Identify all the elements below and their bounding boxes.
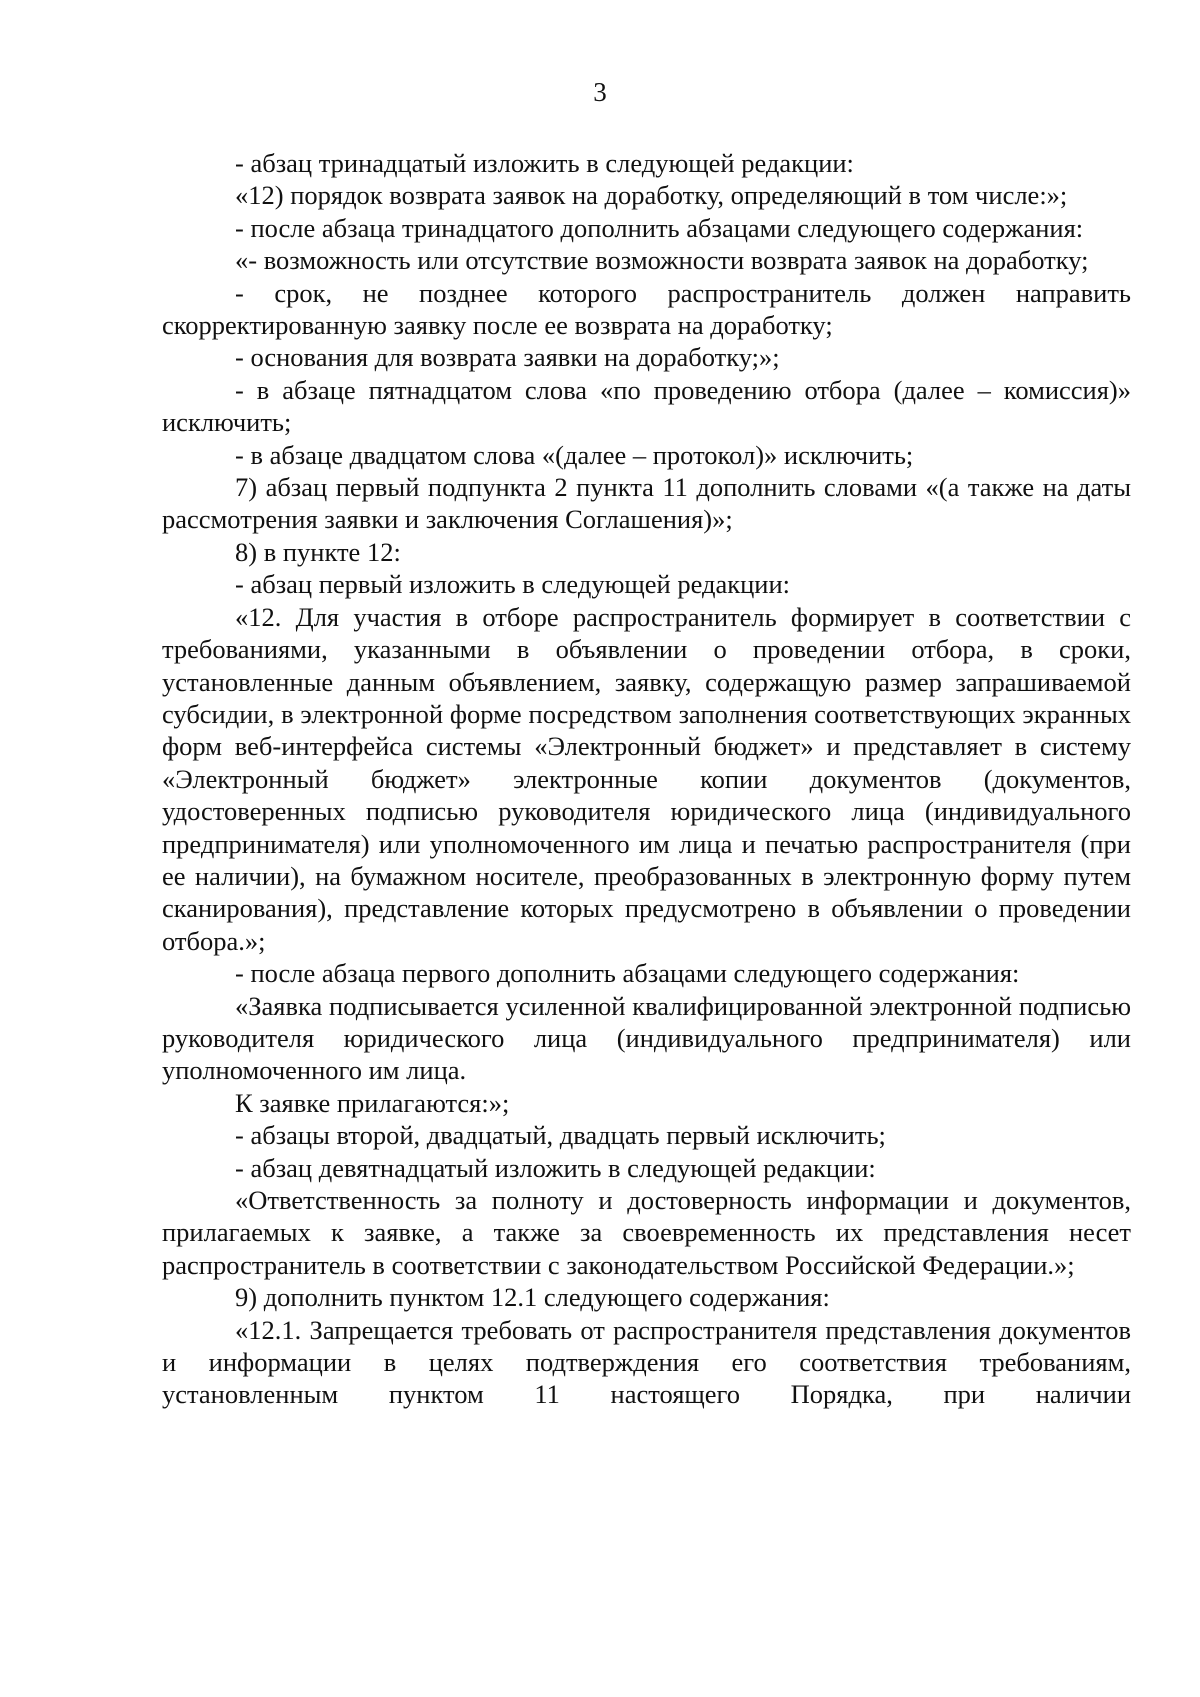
paragraph: - абзац тринадцатый изложить в следующей редакции:: [235, 148, 854, 178]
paragraph: - абзац первый изложить в следующей редакции:: [235, 569, 791, 600]
paragraph: - после абзаца тринадцатого дополнить абзацами следующего содержания:: [235, 212, 1084, 243]
paragraph: - основания для возврата заявки на доработку;»;: [235, 342, 780, 373]
paragraph: - в абзаце двадцатом слова «(далее – протокол)» исключить;: [235, 439, 914, 470]
paragraph: - после абзаца первого дополнить абзацами следующего содержания:: [235, 958, 1020, 989]
page-number: 3: [593, 77, 607, 107]
paragraph: «Ответственность за полноту и достоверность информации и документов, прилагаемых к заявке, а также за своевременность их представления несет распространитель в соответствии с законодательством Российской Федерации.»;: [162, 1185, 1131, 1280]
paragraph: «12.1. Запрещается требовать от распространителя представления документов и информации в целях подтверждения его соответствия требованиям, установленным пунктом 11 настоящего Порядка, при наличии: [162, 1314, 1131, 1410]
paragraph: - абзац девятнадцатый изложить в следующей редакции:: [235, 1152, 876, 1183]
paragraph: «Заявка подписывается усиленной квалифицированной электронной подписью руководителя юридического лица (индивидуального предпринимателя) или уполномоченного им лица.: [162, 990, 1131, 1086]
paragraph: «12) порядок возврата заявок на доработку, определяющий в том числе:»;: [235, 180, 1068, 211]
paragraph: - абзацы второй, двадцатый, двадцать первый исключить;: [235, 1120, 886, 1151]
paragraph: 9) дополнить пунктом 12.1 следующего содержания:: [235, 1282, 830, 1313]
paragraph: 7) абзац первый подпункта 2 пункта 11 дополнить словами «(а также на даты рассмотрения заявки и заключения Соглашения)»;: [162, 472, 1131, 535]
paragraph: - в абзаце пятнадцатом слова «по проведению отбора (далее – комиссия)» исключить;: [162, 374, 1131, 438]
paragraph: 8) в пункте 12:: [235, 536, 401, 567]
paragraph: - срок, не позднее которого распространитель должен направить скорректированную заявку после ее возврата на доработку;: [162, 277, 1131, 341]
paragraph: «- возможность или отсутствие возможности возврата заявок на доработку;: [235, 245, 1089, 276]
document-body: [162, 147, 1131, 1411]
paragraph: К заявке прилагаются:»;: [235, 1087, 510, 1118]
paragraph: «12. Для участия в отборе распространитель формирует в соответствии с требованиями, указанными в объявлении о проведении отбора, в сроки, установленные данным объявлением, заявку, содержащую размер запрашиваемой субсидии, в электронной форме посредством заполнения соответствующих экранных форм веб-интерфейса системы «Электронный бюджет» и представляет в систему «Электронный бюджет» электронные копии документов (документов, удостоверенных подписью руководителя юридического лица (индивидуального предпринимателя) или уполномоченного им лица и печатью распространителя (при ее наличии), на бумажном носителе, преобразованных в электронную форму путем сканирования), представление которых предусмотрено в объявлении о проведении отбора.»;: [162, 601, 1131, 956]
